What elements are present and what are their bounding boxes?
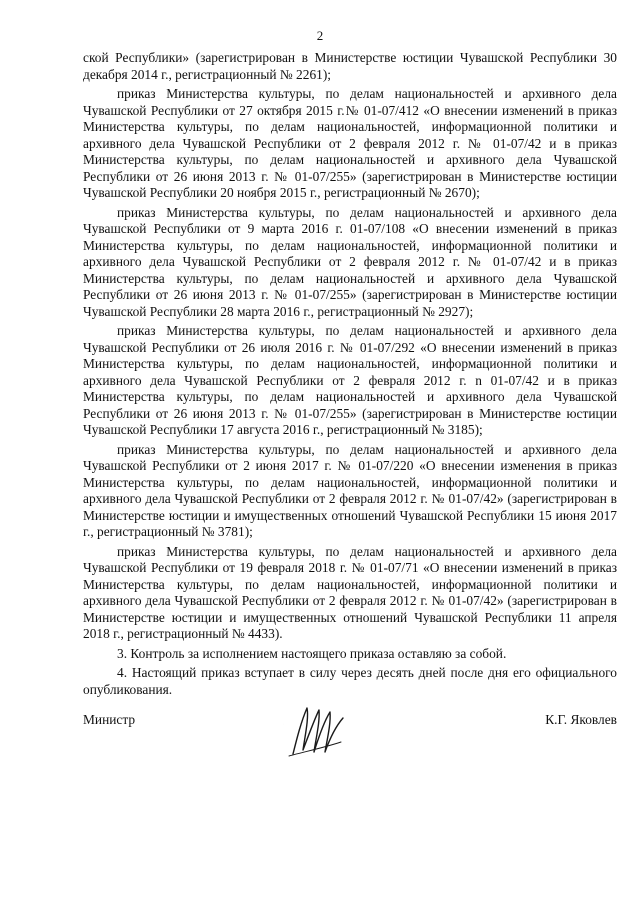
paragraph-order-july-2016: приказ Министерства культуры, по делам национальностей и архивного дела Чувашской Республики от 26 июля 2016 г. № 01-07/292 «О внесении изменений в приказ Министерства культуры, по делам национальностей, информационной политики и архивного дела Чувашской Республики от 2 февраля 2012 г. n 01-07/42 и в приказ Министерства культуры, по делам национальностей и архивного дела Чувашской Республики от 26 июня 2013 г. № 01-07/255» (зарегистрирован в Министерстве юстиции Чувашской Республики 17 августа 2016 г., регистрационный № 3185); [83,323,617,437]
signature-block [83,700,617,770]
paragraph-continuation: ской Республики» (зарегистрирован в Министерстве юстиции Чувашской Республики 30 декабря 2014 г., регистрационный № 2261); [83,50,617,82]
paragraph-order-march-2016: приказ Министерства культуры, по делам национальностей и архивного дела Чувашской Республики от 9 марта 2016 г. 01-07/108 «О внесении изменений в приказ Министерства культуры, по делам национальностей, информационной политики и архивного дела Чувашской Республики от 2 февраля 2012 г. № 01-07/42 и в приказ Министерства культуры, по делам национальностей и архивного дела Чувашской Республики от 26 июня 2013 г. № 01-07/255» (зарегистрирован в Министерстве юстиции Чувашской Республики 28 марта 2016 г., регистрационный № 2927); [83,204,617,319]
document-body [83,50,617,701]
paragraph-item-3: 3. Контроль за исполнением настоящего приказа оставляю за собой. [117,645,507,661]
signer-name: К.Г. Яковлев [545,712,617,727]
signer-title: Министр [83,712,136,727]
handwritten-signature [283,698,353,762]
paragraph-item-4: 4. Настоящий приказ вступает в силу через десять дней после дня его официального опубликования. [83,665,617,697]
paragraph-order-2015: приказ Министерства культуры, по делам национальностей и архивного дела Чувашской Республики от 27 октября 2015 г.№ 01-07/412 «О внесении изменений в приказ Министерства культуры, по делам национальностей, информационной политики и архивного дела Чувашской Республики от 2 февраля 2012 г. № 01-07/42 и в приказ Министерства культуры, по делам национальностей и архивного дела Чувашской Республики от 26 июня 2013 г. № 01-07/255» (зарегистрирован в Министерстве юстиции Чувашской Республики 20 ноября 2015 г., регистрационный № 2670); [83,86,617,200]
page-number: 2 [316,28,324,43]
paragraph-order-2018: приказ Министерства культуры, по делам национальностей и архивного дела Чувашской Республики от 19 февраля 2018 г. № 01-07/71 «О внесении изменений в приказ Министерства культуры, по делам национальностей, информационной политики и архивного дела Чувашской Республики от 2 февраля 2012 г. № 01-07/42» (зарегистрирован в Министерстве юстиции и имущественных отношений Чувашской Республики 11 апреля 2018 г., регистрационный № 4433). [83,543,617,641]
paragraph-order-2017: приказ Министерства культуры, по делам национальностей и архивного дела Чувашской Республики от 2 июня 2017 г. № 01-07/220 «О внесении изменения в приказ Министерства культуры, по делам национальностей, информационной политики и архивного дела Чувашской Республики от 2 февраля 2012 г. № 01-07/42» (зарегистрирован в Министерстве юстиции и имущественных отношений Чувашской Республики 15 июня 2017 г., регистрационный № 3781); [83,441,617,539]
